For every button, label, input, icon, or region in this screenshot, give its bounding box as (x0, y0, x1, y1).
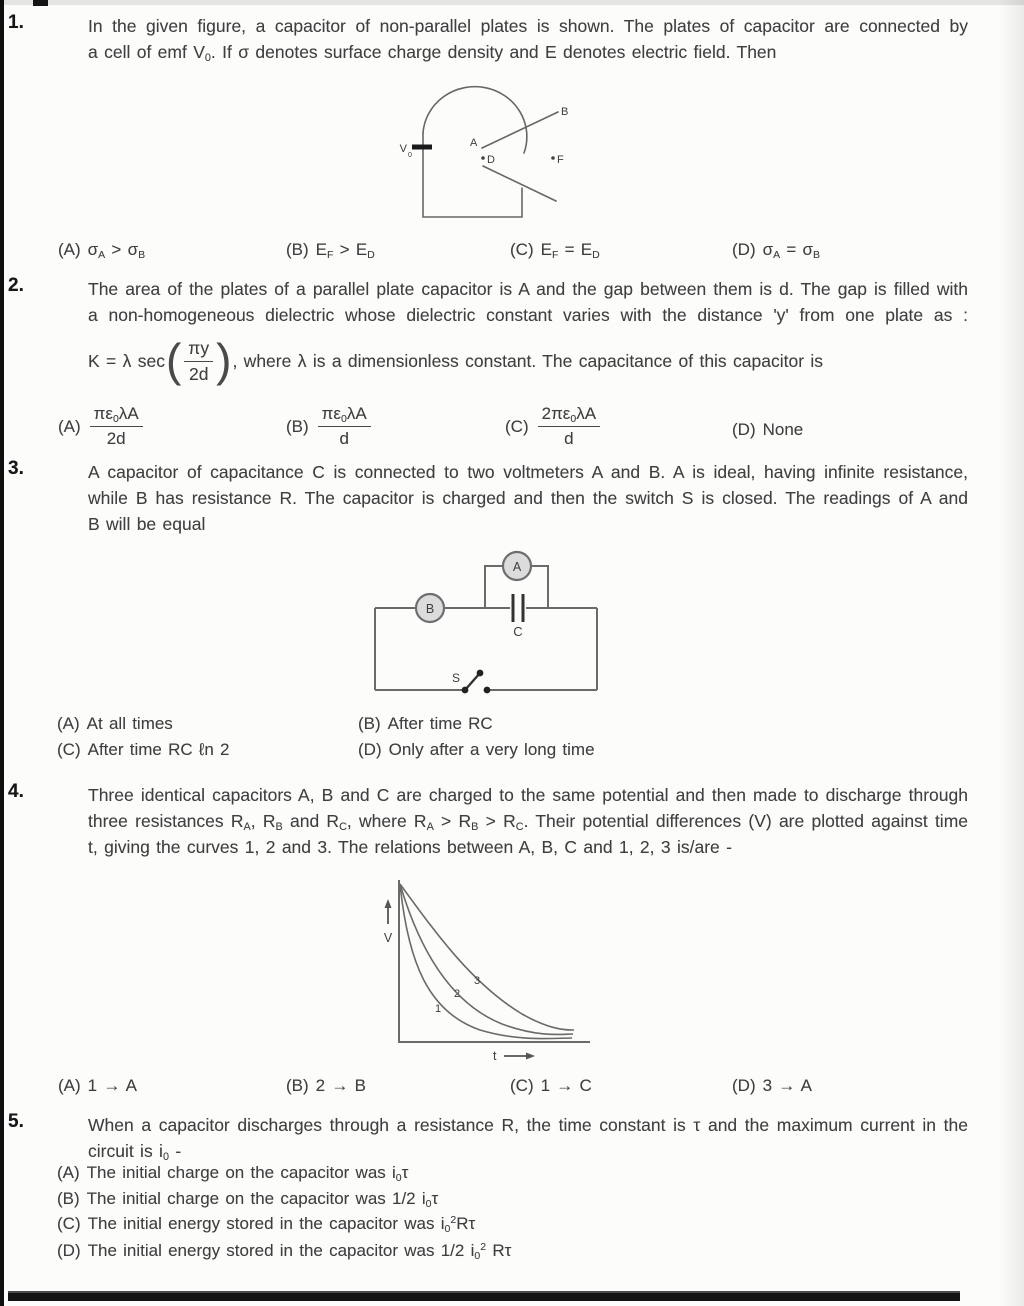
option-text: After time RC (387, 714, 493, 733)
option-a (57, 714, 173, 734)
option-d (57, 1241, 511, 1261)
side-wires (375, 608, 597, 690)
fraction-denominator: 2d (106, 429, 126, 448)
question-number: 2. (8, 275, 24, 296)
option-a (58, 404, 145, 449)
option-label: (A) (58, 240, 81, 259)
option-label: (C) (510, 1076, 534, 1095)
curve-3 (400, 884, 574, 1030)
option-d (732, 420, 803, 440)
question-number: 5. (8, 1111, 24, 1132)
option-text: Only after a very long time (388, 740, 595, 759)
x-arrow-head (526, 1053, 535, 1060)
option-b (57, 1189, 438, 1209)
point-d-label: D (487, 154, 495, 166)
option-label: (A) (58, 1076, 81, 1095)
point-a-label: A (470, 137, 478, 149)
question-number: 3. (8, 458, 24, 479)
fraction-numerator: $\pi\varepsilon_0\lambda A$ (90, 404, 143, 427)
option-c (510, 1076, 592, 1096)
option-b (286, 1076, 366, 1096)
option-text: $\sigma_A > \sigma_B$ (87, 240, 146, 261)
switch-contact-dot (484, 687, 491, 694)
x-axis-label: t (493, 1049, 497, 1063)
y-axis-arrow-icon (385, 899, 392, 924)
question-number: 1. (8, 12, 24, 33)
option-text: 3 → A (762, 1076, 812, 1095)
capacitor-label: C (513, 624, 523, 639)
fraction-denominator: d (339, 429, 349, 448)
curve-1-label: 1 (435, 1003, 442, 1015)
point-f-dot (551, 156, 555, 160)
question-text-line: B will be equal (88, 514, 206, 534)
option-label: (D) (732, 1076, 756, 1095)
question-text-line: t, giving the curves 1, 2 and 3. The relations between A, B, C and 1, 2, 3 is/are - (88, 837, 732, 857)
option-text: 1 → A (87, 1076, 137, 1095)
option-text: The initial charge on the capacitor was 1/2 $i_0\tau$ (86, 1189, 439, 1210)
option-label: (C) (57, 1214, 81, 1233)
question-text-line: a non-homogeneous dielectric whose dielectric constant varies with the distance 'y' from one plate as : (88, 305, 968, 325)
voltmeter-b-label: B (425, 602, 435, 616)
option-label: (C) (510, 240, 534, 259)
option-label: (D) (358, 740, 382, 759)
nonparallel-capacitor-figure (398, 76, 578, 228)
question-text-line: Three identical capacitors A, B and C are charged to the same potential and then made to discharge through (88, 785, 968, 805)
fraction-denominator: 2d (188, 363, 209, 384)
x-axis-arrow-icon (504, 1053, 535, 1060)
close-paren: ) (216, 334, 232, 387)
option-fraction (90, 404, 143, 449)
battery-label: V (399, 143, 407, 155)
fraction-numerator: $\pi\varepsilon_0\lambda A$ (318, 404, 371, 427)
question-text-line: A capacitor of capacitance C is connected to two voltmeters A and B. A is ideal, having infinite resistance, (88, 462, 968, 482)
graph-axes (399, 880, 590, 1042)
curve-3-label: 3 (474, 975, 481, 987)
option-fraction (538, 404, 600, 449)
option-label: (C) (57, 740, 81, 759)
option-c (57, 1214, 475, 1234)
open-paren: ( (165, 334, 182, 387)
question-text-line: circuit is $i_0$ - (88, 1141, 182, 1164)
discharge-curves-graph (380, 872, 595, 1067)
option-label: (B) (286, 240, 309, 259)
battery-label-subscript: 0 (408, 152, 412, 159)
option-text: 1 → C (540, 1076, 592, 1095)
option-text: $E_F > E_D$ (315, 240, 375, 261)
fraction-numerator: $2\pi\varepsilon_0\lambda A$ (538, 404, 600, 427)
voltmeter-circuit-figure (370, 550, 602, 700)
option-b (358, 714, 493, 734)
option-label: (A) (57, 1163, 80, 1182)
option-b (286, 404, 373, 449)
option-d (358, 740, 595, 760)
option-text: The initial energy stored in the capacitor was $i_0^2R\tau$ (87, 1214, 476, 1235)
dielectric-constant-formula (88, 334, 823, 388)
option-c (505, 404, 602, 449)
option-a (58, 1076, 137, 1096)
option-label: (B) (358, 714, 381, 733)
curve-2-label: 2 (454, 988, 461, 1000)
y-axis-label: V (383, 931, 393, 945)
option-text: The initial energy stored in the capacitor was 1/2 $i_0^2$ Rτ (87, 1241, 512, 1262)
switch-tip-dot (477, 670, 484, 677)
formula-prefix: K = λ sec (88, 350, 165, 371)
formula-fraction (184, 338, 213, 385)
question-number: 4. (8, 781, 24, 802)
option-text: 2 → B (315, 1076, 366, 1095)
option-a (57, 1163, 408, 1183)
page-right-shadow (998, 0, 1024, 1306)
option-label: (D) (57, 1241, 81, 1260)
option-label: (A) (57, 714, 80, 733)
option-label: (B) (286, 1076, 309, 1095)
switch-lever (465, 673, 480, 690)
voltmeter-a-label: A (512, 560, 522, 574)
switch-icon (462, 670, 491, 694)
option-label: (B) (57, 1189, 80, 1208)
fraction-denominator: d (564, 429, 574, 448)
point-b-label: B (561, 106, 569, 118)
option-c (510, 240, 600, 260)
capacitor-plate-bottom (483, 166, 556, 201)
option-d (732, 1076, 812, 1096)
fraction-numerator: πy (184, 338, 213, 362)
option-text: $E_F = E_D$ (540, 240, 600, 261)
question-text-line: When a capacitor discharges through a resistance R, the time constant is τ and the maximum current in the (88, 1115, 968, 1135)
option-a (58, 240, 145, 260)
option-text: None (762, 420, 804, 439)
page-left-border (0, 0, 4, 1306)
switch-label: S (451, 671, 460, 685)
point-f-label: F (557, 154, 564, 166)
option-label: (A) (58, 416, 81, 436)
formula-suffix: , where λ is a dimensionless constant. The capacitance of this capacitor is (232, 350, 824, 371)
question-text-line: three resistances $R_A$, $R_B$ and $R_C$, where $R_A > R_B > R_C$. Their potential differences (V) are plotted against time (88, 811, 968, 834)
curve-2 (400, 884, 573, 1035)
switch-hinge-dot (462, 687, 469, 694)
point-d-dot (481, 156, 485, 160)
section-divider-bar (8, 1291, 960, 1301)
question-text-line: a cell of emf $V_0$. If σ denotes surface charge density and E denotes electric field. Then (88, 42, 777, 65)
question-text-line: In the given figure, a capacitor of non-parallel plates is shown. The plates of capacitor are connected by (88, 16, 968, 36)
option-text: At all times (86, 714, 173, 733)
option-c (57, 740, 229, 760)
option-d (732, 240, 820, 260)
scan-artifact-mark (33, 0, 48, 6)
capacitor-plate-top (482, 112, 558, 148)
option-fraction (318, 404, 371, 449)
option-label: (D) (732, 420, 756, 439)
option-text: After time RC ℓn 2 (87, 740, 230, 759)
option-b (286, 240, 375, 260)
option-label: (D) (732, 240, 756, 259)
option-label: (C) (505, 416, 529, 436)
option-label: (B) (286, 416, 309, 436)
question-text-line: The area of the plates of a parallel plate capacitor is A and the gap between them is d. The gap is filled with (88, 279, 968, 299)
question-text-line: while B has resistance R. The capacitor is charged and then the switch S is closed. The readings of A and (88, 488, 968, 508)
option-text: The initial charge on the capacitor was $i_0\tau$ (86, 1163, 409, 1184)
y-arrow-head (385, 899, 392, 908)
scan-top-shadow (0, 0, 1024, 5)
option-text: $\sigma_A = \sigma_B$ (762, 240, 821, 261)
